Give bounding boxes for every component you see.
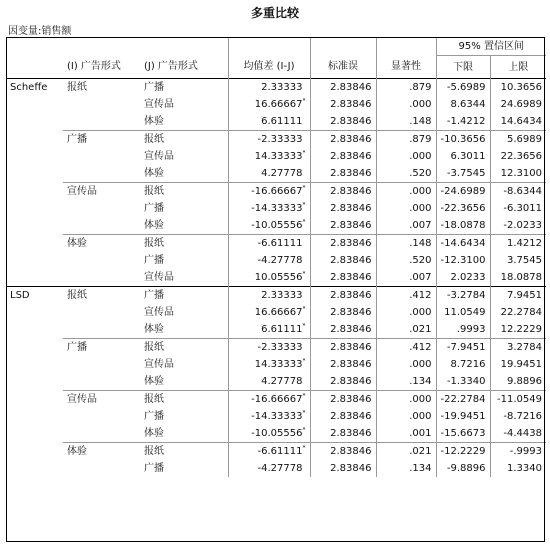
mean-difference-value: -4.27778 [257,255,303,266]
lower-bound-cell: -7.9451 [436,339,490,357]
std-error-cell: 2.83846 [310,408,376,425]
lower-bound-cell: 11.0549 [436,304,490,321]
method-cell [6,183,63,201]
mean-difference-cell [228,460,310,477]
table-row [6,460,546,477]
lower-bound-cell: -3.2784 [436,287,490,305]
std-error-cell: 2.83846 [310,391,376,409]
mean-difference-cell [228,321,310,339]
significance-cell: .134 [376,460,436,477]
significance-cell: .000 [376,96,436,113]
significance-star: * [302,444,306,452]
j-ad-form-cell: 报纸 [140,443,228,461]
i-ad-form-cell [63,373,140,391]
upper-bound-cell: -8.6344 [490,183,546,201]
table-row [6,443,546,461]
significance-cell: .021 [376,443,436,461]
significance-star: * [302,149,306,157]
upper-bound-cell: -6.3011 [490,200,546,217]
j-ad-form-cell: 体验 [144,428,164,439]
upper-bound-cell: 12.3100 [490,165,546,183]
method-cell [6,339,63,357]
i-ad-form-cell: 报纸 [63,79,140,97]
mean-difference-cell [228,356,310,373]
significance-cell: .520 [376,165,436,183]
significance-cell: .007 [376,269,436,287]
mean-difference-value: -14.33333 [251,411,303,422]
table-row [6,131,546,149]
lower-bound-cell: 6.3011 [436,148,490,165]
lower-bound-cell: -18.0878 [436,217,490,235]
header-blank [310,37,376,56]
method-cell [6,131,63,149]
method-cell [6,373,63,391]
mean-difference-cell [228,252,310,269]
mean-difference-cell [228,183,310,201]
method-cell [6,96,63,113]
j-ad-form-cell: 体验 [144,220,164,231]
mean-difference-value: 4.27778 [261,376,303,387]
lower-bound-cell: -10.3656 [436,131,490,149]
upper-bound-cell: 19.9451 [490,356,546,373]
i-ad-form-cell [63,460,140,477]
std-error-cell: 2.83846 [310,373,376,391]
method-cell [6,252,63,269]
lower-bound-cell: -5.6989 [436,79,490,97]
std-error-cell: 2.83846 [310,321,376,339]
lower-bound-cell: -22.2784 [436,391,490,409]
significance-star: * [302,357,306,365]
significance-cell: .001 [376,425,436,443]
i-ad-form-cell: 体验 [63,443,140,461]
std-error-cell: 2.83846 [310,356,376,373]
method-cell [6,269,63,287]
table-row [6,356,546,373]
mean-difference-cell [228,287,310,305]
header-lower-bound: 下限 [436,56,490,79]
table-row [6,391,546,409]
std-error-cell: 2.83846 [310,183,376,201]
multiple-comparisons-table [6,37,546,477]
mean-difference-cell [228,96,310,113]
header-blank [63,37,140,56]
method-cell [6,165,63,183]
method-cell [6,321,63,339]
significance-cell: .007 [376,217,436,235]
mean-difference-value: -14.33333 [251,203,303,214]
j-ad-form-cell: 广播 [144,463,164,474]
table-row [6,148,546,165]
std-error-cell: 2.83846 [310,148,376,165]
mean-difference-value: -10.05556 [251,220,303,231]
std-error-cell: 2.83846 [310,79,376,97]
header-blank [6,37,63,56]
j-ad-form-cell: 广播 [144,203,164,214]
i-ad-form-cell: 体验 [63,235,140,253]
j-ad-form-cell: 体验 [144,116,164,127]
significance-star: * [302,426,306,434]
header-blank [228,37,310,56]
significance-cell: .879 [376,131,436,149]
dependent-variable-label: 因变量:销售额 [8,26,72,37]
mean-difference-cell [228,408,310,425]
i-ad-form-cell [63,425,140,443]
mean-difference-value: -16.66667 [251,186,303,197]
mean-difference-value: 14.33333 [254,151,303,162]
j-ad-form-cell: 广播 [144,255,164,266]
mean-difference-cell [228,269,310,287]
significance-star: * [302,409,306,417]
j-ad-form-cell: 广播 [140,79,228,97]
i-ad-form-cell: 广播 [63,131,140,149]
table-row [6,339,546,357]
lower-bound-cell: -22.3656 [436,200,490,217]
table-row [6,304,546,321]
table-row [6,113,546,131]
table-row [6,408,546,425]
method-cell [6,460,63,477]
header-blank [6,56,63,79]
lower-bound-cell: -1.3340 [436,373,490,391]
lower-bound-cell: -3.7545 [436,165,490,183]
significance-cell: .021 [376,321,436,339]
i-ad-form-cell [63,200,140,217]
j-ad-form-cell: 报纸 [140,235,228,253]
method-cell [6,113,63,131]
mean-difference-value: -2.33333 [257,134,303,145]
header-j-ad-form: (J) 广告形式 [144,61,198,73]
lower-bound-cell: -24.6989 [436,183,490,201]
upper-bound-cell: -4.4438 [490,425,546,443]
upper-bound-cell: 22.2784 [490,304,546,321]
lower-bound-cell: -14.6434 [436,235,490,253]
lower-bound-cell: .9993 [436,321,490,339]
i-ad-form-cell: 宣传品 [63,391,140,409]
std-error-cell: 2.83846 [310,217,376,235]
method-cell [6,235,63,253]
significance-cell: .000 [376,408,436,425]
significance-star: * [302,218,306,226]
i-ad-form-cell [63,165,140,183]
upper-bound-cell: -.9993 [490,443,546,461]
method-cell [6,356,63,373]
mean-difference-cell [228,217,310,235]
j-ad-form-cell: 宣传品 [144,99,174,110]
upper-bound-cell: -8.7216 [490,408,546,425]
table-row [6,183,546,201]
std-error-cell: 2.83846 [310,200,376,217]
lower-bound-cell: -12.3100 [436,252,490,269]
mean-difference-cell [228,131,310,149]
upper-bound-cell: 22.3656 [490,148,546,165]
j-ad-form-cell: 广播 [140,287,228,305]
i-ad-form-cell [63,321,140,339]
lower-bound-cell: -9.8896 [436,460,490,477]
j-ad-form-cell: 报纸 [140,183,228,201]
table-row [6,287,546,305]
std-error-cell: 2.83846 [310,269,376,287]
mean-difference-value: 6.61111 [261,324,303,335]
std-error-cell: 2.83846 [310,235,376,253]
significance-star: * [302,322,306,330]
header-blank [140,37,228,56]
significance-cell: .412 [376,339,436,357]
lower-bound-cell: 2.0233 [436,269,490,287]
table-row [6,373,546,391]
significance-star: * [302,201,306,209]
table-row [6,235,546,253]
upper-bound-cell: 3.2784 [490,339,546,357]
mean-difference-cell [228,113,310,131]
significance-star: * [302,97,306,105]
significance-cell: .520 [376,252,436,269]
table-row [6,252,546,269]
std-error-cell: 2.83846 [310,287,376,305]
std-error-cell: 2.83846 [310,252,376,269]
significance-cell: .000 [376,200,436,217]
significance-cell: .000 [376,391,436,409]
mean-difference-cell [228,425,310,443]
significance-cell: .000 [376,148,436,165]
method-cell [6,217,63,235]
significance-cell: .134 [376,373,436,391]
j-ad-form-cell: 体验 [144,168,164,179]
significance-cell: .148 [376,113,436,131]
mean-difference-value: -6.61111 [257,446,303,457]
mean-difference-value: 14.33333 [254,359,303,370]
header-mean-difference: 均值差 (I-J) [228,56,310,79]
j-ad-form-cell: 广播 [144,411,164,422]
j-ad-form-cell: 宣传品 [144,272,174,283]
table-row [6,217,546,235]
table-row [6,165,546,183]
significance-cell: .000 [376,183,436,201]
upper-bound-cell: 24.6989 [490,96,546,113]
mean-difference-cell [228,391,310,409]
lower-bound-cell: 8.6344 [436,96,490,113]
method-cell [6,304,63,321]
i-ad-form-cell: 报纸 [63,287,140,305]
std-error-cell: 2.83846 [310,96,376,113]
j-ad-form-cell: 宣传品 [144,307,174,318]
upper-bound-cell: 10.3656 [490,79,546,97]
upper-bound-cell: 3.7545 [490,252,546,269]
mean-difference-value: 4.27778 [261,168,303,179]
j-ad-form-cell: 宣传品 [144,359,174,370]
mean-difference-value: 6.61111 [261,116,303,127]
significance-star: * [302,392,306,400]
i-ad-form-cell [63,356,140,373]
table-row [6,200,546,217]
lower-bound-cell: -19.9451 [436,408,490,425]
method-cell [6,408,63,425]
table-row [6,425,546,443]
header-significance: 显著性 [376,56,436,79]
upper-bound-cell: -11.0549 [490,391,546,409]
table-row [6,96,546,113]
table-title: 多重比较 [250,6,299,20]
upper-bound-cell: 7.9451 [490,287,546,305]
significance-cell: .000 [376,356,436,373]
i-ad-form-cell [63,252,140,269]
std-error-cell: 2.83846 [310,113,376,131]
upper-bound-cell: 5.6989 [490,131,546,149]
method-cell [6,443,63,461]
mean-difference-cell [228,304,310,321]
mean-difference-cell [228,373,310,391]
header-std-error: 标准误 [310,56,376,79]
i-ad-form-cell [63,148,140,165]
mean-difference-value: -4.27778 [257,463,303,474]
lower-bound-cell: -1.4212 [436,113,490,131]
j-ad-form-cell: 报纸 [140,391,228,409]
std-error-cell: 2.83846 [310,304,376,321]
header-blank [376,37,436,56]
method-cell: Scheffe [6,79,63,97]
mean-difference-value: 10.05556 [254,272,303,283]
upper-bound-cell: 14.6434 [490,113,546,131]
std-error-cell: 2.83846 [310,460,376,477]
mean-difference-cell [228,443,310,461]
upper-bound-cell: 1.4212 [490,235,546,253]
mean-difference-value: 16.66667 [254,99,303,110]
mean-difference-value: -16.66667 [251,394,303,405]
method-cell [6,391,63,409]
table-row [6,79,546,97]
significance-cell: .412 [376,287,436,305]
mean-difference-value: 2.33333 [261,290,303,301]
mean-difference-value: -6.61111 [257,238,303,249]
upper-bound-cell: 18.0878 [490,269,546,287]
upper-bound-cell: 9.8896 [490,373,546,391]
significance-star: * [302,305,306,313]
header-i-ad-form: (I) 广告形式 [67,61,121,73]
mean-difference-value: -10.05556 [251,428,303,439]
lower-bound-cell: -12.2229 [436,443,490,461]
mean-difference-cell [228,148,310,165]
mean-difference-cell [228,235,310,253]
std-error-cell: 2.83846 [310,339,376,357]
mean-difference-cell [228,79,310,97]
mean-difference-value: 16.66667 [254,307,303,318]
mean-difference-value: -2.33333 [257,342,303,353]
i-ad-form-cell [63,269,140,287]
i-ad-form-cell [63,217,140,235]
mean-difference-cell [228,165,310,183]
lower-bound-cell: -15.6673 [436,425,490,443]
i-ad-form-cell [63,113,140,131]
i-ad-form-cell: 宣传品 [63,183,140,201]
mean-difference-cell [228,339,310,357]
j-ad-form-cell: 报纸 [140,339,228,357]
method-cell: LSD [6,287,63,305]
table-row [6,321,546,339]
i-ad-form-cell [63,408,140,425]
significance-star: * [302,184,306,192]
method-cell [6,148,63,165]
i-ad-form-cell [63,304,140,321]
significance-cell: .000 [376,304,436,321]
std-error-cell: 2.83846 [310,425,376,443]
header-upper-bound: 上限 [490,56,546,79]
upper-bound-cell: 12.2229 [490,321,546,339]
mean-difference-cell [228,200,310,217]
significance-cell: .879 [376,79,436,97]
std-error-cell: 2.83846 [310,165,376,183]
upper-bound-cell: 1.3340 [490,460,546,477]
j-ad-form-cell: 体验 [144,376,164,387]
mean-difference-value: 2.33333 [261,82,303,93]
header-confidence-interval: 95% 置信区间 [436,37,546,56]
i-ad-form-cell [63,96,140,113]
lower-bound-cell: 8.7216 [436,356,490,373]
table-row [6,269,546,287]
j-ad-form-cell: 宣传品 [144,151,174,162]
upper-bound-cell: -2.0233 [490,217,546,235]
std-error-cell: 2.83846 [310,131,376,149]
method-cell [6,425,63,443]
std-error-cell: 2.83846 [310,443,376,461]
table-body [6,79,546,478]
i-ad-form-cell: 广播 [63,339,140,357]
j-ad-form-cell: 体验 [144,324,164,335]
j-ad-form-cell: 报纸 [140,131,228,149]
method-cell [6,200,63,217]
significance-star: * [302,270,306,278]
significance-cell: .148 [376,235,436,253]
